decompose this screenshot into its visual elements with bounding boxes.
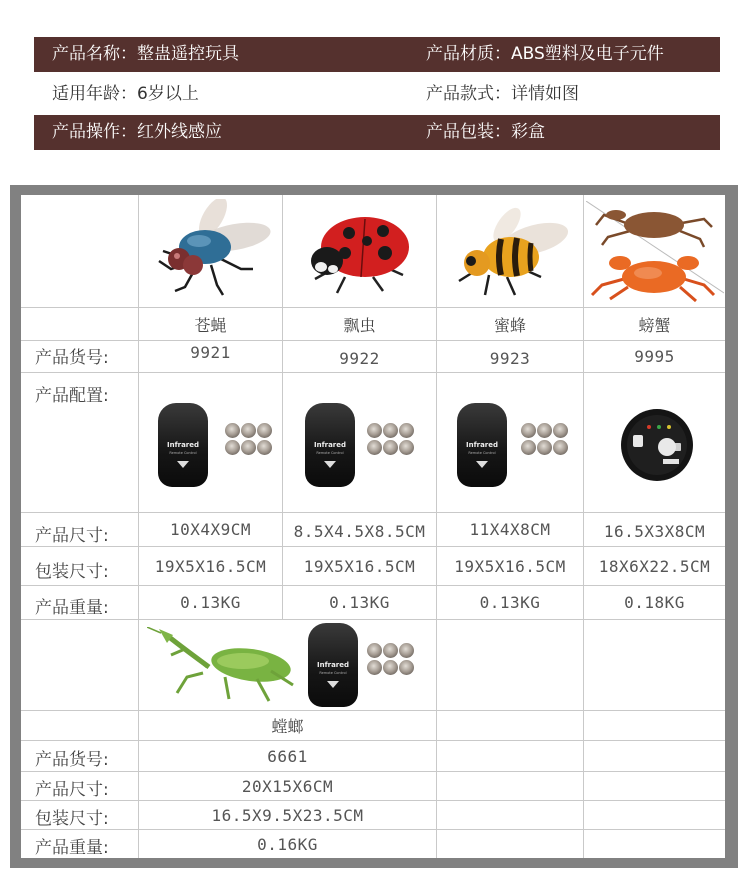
remote-control-icon <box>457 403 507 487</box>
remote-brand: Infrared <box>465 441 499 449</box>
size-fly: 10X4X9CM <box>169 520 252 539</box>
product-age: 适用年龄：6岁以上 <box>52 84 199 104</box>
label-size: 产品尺寸: <box>35 780 109 800</box>
remote-brand: Infrared <box>313 441 347 449</box>
item-no-mantis: 6661 <box>267 746 308 766</box>
remote-brand: Infrared <box>166 441 200 449</box>
pack-bee: 19X5X16.5CM <box>454 556 566 576</box>
size-bee: 11X4X8CM <box>469 520 551 539</box>
label-pack: 包装尺寸: <box>35 809 109 829</box>
pack-fly: 19X5X16.5CM <box>154 556 267 576</box>
round-remote-icon <box>619 407 695 483</box>
weight-bee: 0.13KG <box>479 593 541 612</box>
item-no-ladybug: 9922 <box>339 348 380 368</box>
product-name-bee: 蜜蜂 <box>493 315 526 335</box>
size-mantis: 20X15X6CM <box>241 776 334 796</box>
product-name: 产品名称：整蛊遥控玩具 <box>52 44 239 64</box>
product-operation: 产品操作：红外线感应 <box>52 122 222 142</box>
label-item-no: 产品货号: <box>35 750 109 770</box>
remote-control-icon <box>308 623 358 707</box>
weight-crab: 0.18KG <box>624 593 685 612</box>
weight-fly: 0.13KG <box>180 593 241 612</box>
pack-ladybug: 19X5X16.5CM <box>303 556 416 576</box>
ladybug-icon <box>293 207 423 297</box>
item-no-fly: 9921 <box>190 342 231 362</box>
product-name-mantis: 螳螂 <box>271 717 304 736</box>
pack-crab: 18X6X22.5CM <box>598 556 711 576</box>
label-size: 产品尺寸: <box>35 526 109 546</box>
label-weight: 产品重量: <box>35 598 109 618</box>
label-item-no: 产品货号: <box>35 348 109 368</box>
crab-icon <box>586 201 724 305</box>
battery-icon <box>521 423 569 457</box>
product-material: 产品材质：ABS塑料及电子元件 <box>426 44 664 64</box>
size-crab: 16.5X3X8CM <box>603 522 706 541</box>
info-row-1 <box>34 37 720 72</box>
remote-sub: Remote Control <box>316 451 344 455</box>
label-weight: 产品重量: <box>35 838 109 858</box>
info-row-2 <box>34 77 720 112</box>
product-packaging: 产品包装：彩盒 <box>426 122 545 142</box>
mantis-icon <box>147 627 299 707</box>
pack-mantis: 16.5X9.5X23.5CM <box>211 805 364 825</box>
remote-control-icon <box>305 403 355 487</box>
label-config: 产品配置: <box>35 386 109 406</box>
battery-icon <box>225 423 273 457</box>
item-no-bee: 9923 <box>489 348 531 368</box>
label-pack: 包装尺寸: <box>35 562 109 582</box>
spec-table <box>21 195 725 858</box>
battery-icon <box>367 423 415 457</box>
product-name-fly: 苍蝇 <box>194 315 227 335</box>
remote-sub: Remote Control <box>468 451 496 455</box>
remote-sub: Remote Control <box>319 671 347 675</box>
info-row-3 <box>34 115 720 150</box>
size-ladybug: 8.5X4.5X8.5CM <box>293 522 426 541</box>
product-style: 产品款式：详情如图 <box>426 84 579 104</box>
fly-icon <box>141 199 281 305</box>
bee-icon <box>445 205 575 301</box>
remote-control-icon <box>158 403 208 487</box>
product-name-crab: 螃蟹 <box>638 315 671 335</box>
item-no-crab: 9995 <box>634 346 675 366</box>
remote-sub: Remote Control <box>169 451 197 455</box>
weight-ladybug: 0.13KG <box>329 593 390 612</box>
remote-brand: Infrared <box>316 661 350 669</box>
weight-mantis: 0.16KG <box>257 834 318 854</box>
product-name-ladybug: 飘虫 <box>343 315 376 335</box>
battery-icon <box>367 643 415 677</box>
